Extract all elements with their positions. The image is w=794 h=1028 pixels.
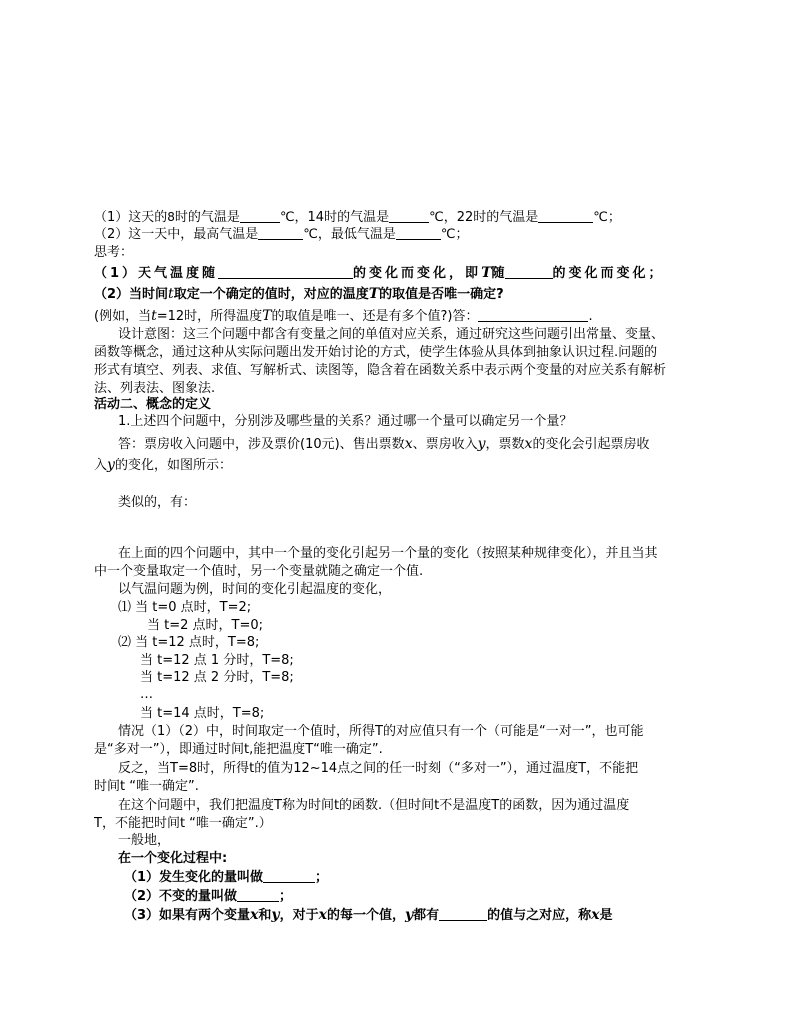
example-question: (例如，当t=12时，所得温度T的取值是唯一、还是有多个值?)答： . (94, 308, 593, 324)
answer-blank[interactable] (538, 209, 593, 223)
answer-blank[interactable] (218, 265, 353, 279)
question-list-1: 1.上述四个问题中，分别涉及哪些量的关系？通过哪一个量可以确定另一个量？ (118, 414, 573, 429)
answer-blank[interactable] (240, 209, 280, 223)
explanation-line-2: 中一个变量取定一个值时，另一个变量就随之确定一个值. (94, 564, 424, 579)
answer-blank[interactable] (478, 308, 588, 322)
case-2-d: 当 t=14 点时，T=8; (140, 706, 265, 721)
think-heading: 思考： (94, 245, 134, 260)
design-intent-line-2: 函数等概念，通过这种从实际问题出发开始讨论的方式，使学生体验从具体到抽象认识过程.问题的 (94, 345, 658, 360)
definition-function: （3）如果有两个变量x和y，对于x的每一个值，y都有 的值与之对应，称x是 (124, 907, 613, 923)
case-1-a: ⑴ 当 t=0 点时，T=2; (118, 600, 252, 615)
explanation-line-1: 在上面的四个问题中，其中一个量的变化引起另一个量的变化（按照某种规律变化），并且当其 (118, 546, 658, 561)
answer-blank[interactable] (389, 209, 429, 223)
change-process: 在一个变化过程中: (118, 851, 228, 866)
case-2-a: ⑵ 当 t=12 点时，T=8; (118, 635, 260, 650)
activity-2-heading: 活动二、概念的定义 (94, 397, 212, 412)
case-1-b: 当 t=2 点时，T=0; (147, 618, 264, 633)
function-line-2: T，不能把时间t “唯一确定”.） (94, 816, 272, 831)
design-intent-line-3: 形式有填空、列表、求值、写解析式、读图等，隐含着在函数关系中表示两个变量的对应关系有解析 (94, 363, 667, 378)
similar-text: 类似的，有： (118, 495, 197, 510)
answer-blank[interactable] (258, 226, 303, 240)
answer-blank[interactable] (263, 869, 315, 883)
answer-line-2: 入y的变化，如图所示： (94, 457, 232, 473)
question-1: （1）这天的8时的气温是 ℃，14时的气温是 ℃，22时的气温是 ℃； (94, 210, 621, 225)
think-question-2: （2）当时间t取定一个确定的值时，对应的温度T的取值是否唯一确定? (94, 286, 504, 302)
answer-blank[interactable] (505, 265, 553, 279)
answer-blank[interactable] (237, 888, 279, 902)
answer-blank[interactable] (439, 907, 487, 921)
think-question-1: （1）天气温度随 的变化而变化，即T随 的变化而变化； (94, 265, 665, 281)
case-2-c: 当 t=12 点 2 分时，T=8; (140, 670, 294, 685)
case-2-ellipsis: … (140, 687, 153, 702)
converse-line-2: 时间t “唯一确定”. (94, 779, 199, 794)
function-line-1: 在这个问题中，我们把温度T称为时间t的函数.（但时间t不是温度T的函数，因为通过温度 (118, 798, 630, 813)
generally: 一般地， (118, 833, 171, 848)
case-2-b: 当 t=12 点 1 分时，T=8; (140, 653, 294, 668)
definition-variable: （1）发生变化的量叫做 ； (124, 870, 329, 885)
definition-constant: （2）不变的量叫做 ； (124, 889, 293, 904)
answer-line-1: 答：票房收入问题中，涉及票价(10元)、售出票数x、票房收入y，票数x的变化会引起票房收 (118, 436, 650, 452)
answer-blank[interactable] (396, 226, 441, 240)
question-2: （2）这一天中，最高气温是 ℃，最低气温是 ℃； (94, 227, 469, 242)
situation-line-1: 情况（1）（2）中，时间取定一个值时，所得T的对应值只有一个（可能是“一对一”，也可能 (118, 724, 644, 739)
converse-line-1: 反之，当T=8时，所得t的值为12~14点之间的任一时刻（“多对一”），通过温度T，不能把 (118, 761, 639, 776)
situation-line-2: 是“多对一”），即通过时间t,能把温度T“唯一确定”. (94, 742, 383, 757)
design-intent-line-1: 设计意图：这三个问题中都含有变量之间的单值对应关系，通过研究这些问题引出常量、变量、 (118, 327, 665, 342)
design-intent-line-4: 法、列表法、图象法. (94, 381, 216, 396)
explanation-line-3: 以气温问题为例，时间的变化引起温度的变化， (118, 582, 392, 597)
